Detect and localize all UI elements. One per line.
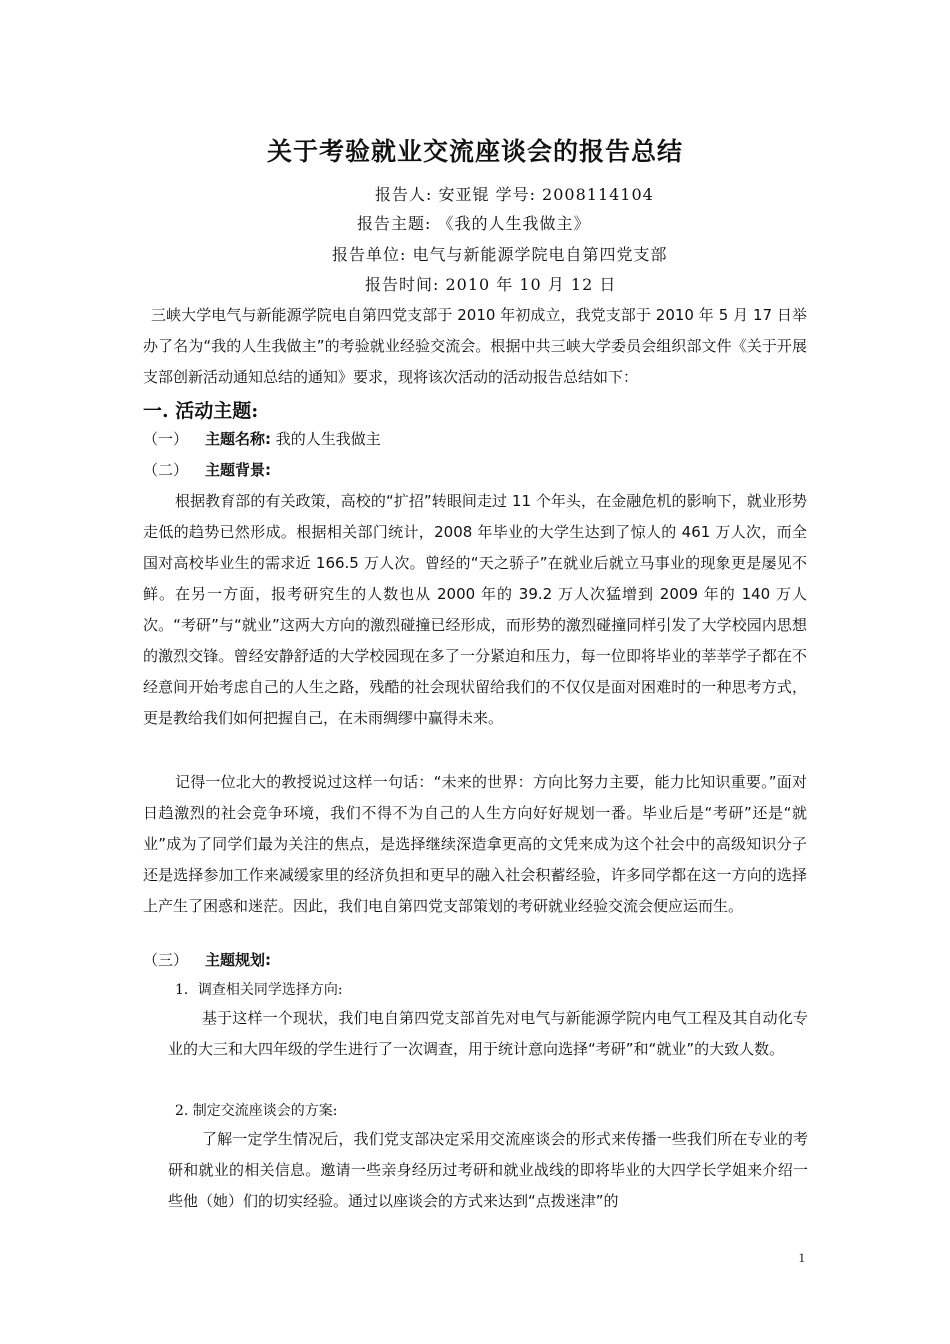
subsection-topic-name	[143, 428, 381, 449]
step-2-paragraph: 了解一定学生情况后，我们党支部决定采用交流座谈会的形式来传播一些我们所在专业的考研和就业的相关信息。邀请一些亲身经历过考研和就业战线的即将毕业的大四学长学姐来介绍一些他（她）们的切实经验。通过以座谈会的方式来达到“点拨迷津”的	[168, 1130, 808, 1210]
reporter-line: 报告人: 安亚锟 学号: 2008114104	[375, 185, 654, 204]
subsection-label: 主题背景:	[205, 461, 271, 479]
section-heading: 一. 活动主题:	[143, 400, 259, 422]
step-1-paragraph: 基于这样一个现状，我们电自第四党支部首先对电气与新能源学院内电气工程及其自动化专业的大三和大四年级的学生进行了一次调查，用于统计意向选择“考研”和“就业”的大致人数。	[168, 1009, 808, 1058]
step-2-heading: 2. 制定交流座谈会的方案:	[175, 1103, 338, 1119]
background-paragraph-1: 根据教育部的有关政策，高校的“扩招”转眼间走过 11 个年头，在金融危机的影响下，就业形势走低的趋势已然形成。根据相关部门统计，2008 年毕业的大学生达到了惊人的 461 万人次，而全国对高校毕业生的需求近 166.5 万人次。曾经的“天之骄子”在就业后就立马事业的现象更是屡见不鲜。在另一方面，报考研究生的人数也从 2000 年的 39.2 万人次猛增到 2009 年的 140 万人次。“考研”与“就业”这两大方向的激烈碰撞已经形成，而形势的激烈碰撞同样引发了大学校园内思想的激烈交锋。曾经安静舒适的大学校园现在多了一分紧迫和压力，每一位即将毕业的莘莘学子都在不经意间开始考虑自己的人生之路，残酷的社会现状留给我们的不仅仅是面对困难时的一种思考方式，更是教给我们如何把握自己，在未雨绸缪中赢得未来。	[143, 492, 807, 727]
subsection-label: 主题名称:	[205, 430, 271, 448]
subsection-planning	[143, 949, 271, 970]
document-title: 关于考验就业交流座谈会的报告总结	[266, 137, 683, 166]
topic-line: 报告主题: 《我的人生我做主》	[357, 214, 591, 233]
subsection-label: 主题规划:	[205, 951, 271, 969]
unit-line: 报告单位: 电气与新能源学院电自第四党支部	[332, 245, 668, 264]
page-number: 1	[798, 1250, 805, 1265]
background-paragraph-2: 记得一位北大的教授说过这样一句话：“未来的世界：方向比努力主要，能力比知识重要。”面对日趋激烈的社会竞争环境，我们不得不为自己的人生方向好好规划一番。毕业后是“考研”还是“就业”成为了同学们最为关注的焦点，是选择继续深造拿更高的文凭来成为这个社会中的高级知识分子还是选择参加工作来减缓家里的经济负担和更早的融入社会积蓄经验，许多同学都在这一方向的选择上产生了困惑和迷茫。因此，我们电自第四党支部策划的考研就业经验交流会便应运而生。	[143, 773, 807, 915]
step-1-heading: 1．调查相关同学选择方向:	[175, 982, 343, 998]
time-line: 报告时间: 2010 年 10 月 12 日	[365, 275, 617, 294]
subsection-number: （二）	[143, 461, 189, 479]
subsection-background	[143, 459, 271, 480]
subsection-number: （一）	[143, 430, 189, 448]
intro-paragraph: 三峡大学电气与新能源学院电自第四党支部于 2010 年初成立，我党支部于 2010 年 5 月 17 日举办了名为“我的人生我做主”的考验就业经验交流会。根据中共三峡大学委员会组织部文件《关于开展支部创新活动通知总结的通知》要求，现将该次活动的活动报告总结如下：	[143, 306, 807, 386]
subsection-value: 我的人生我做主	[275, 430, 381, 448]
subsection-number: （三）	[143, 951, 189, 969]
